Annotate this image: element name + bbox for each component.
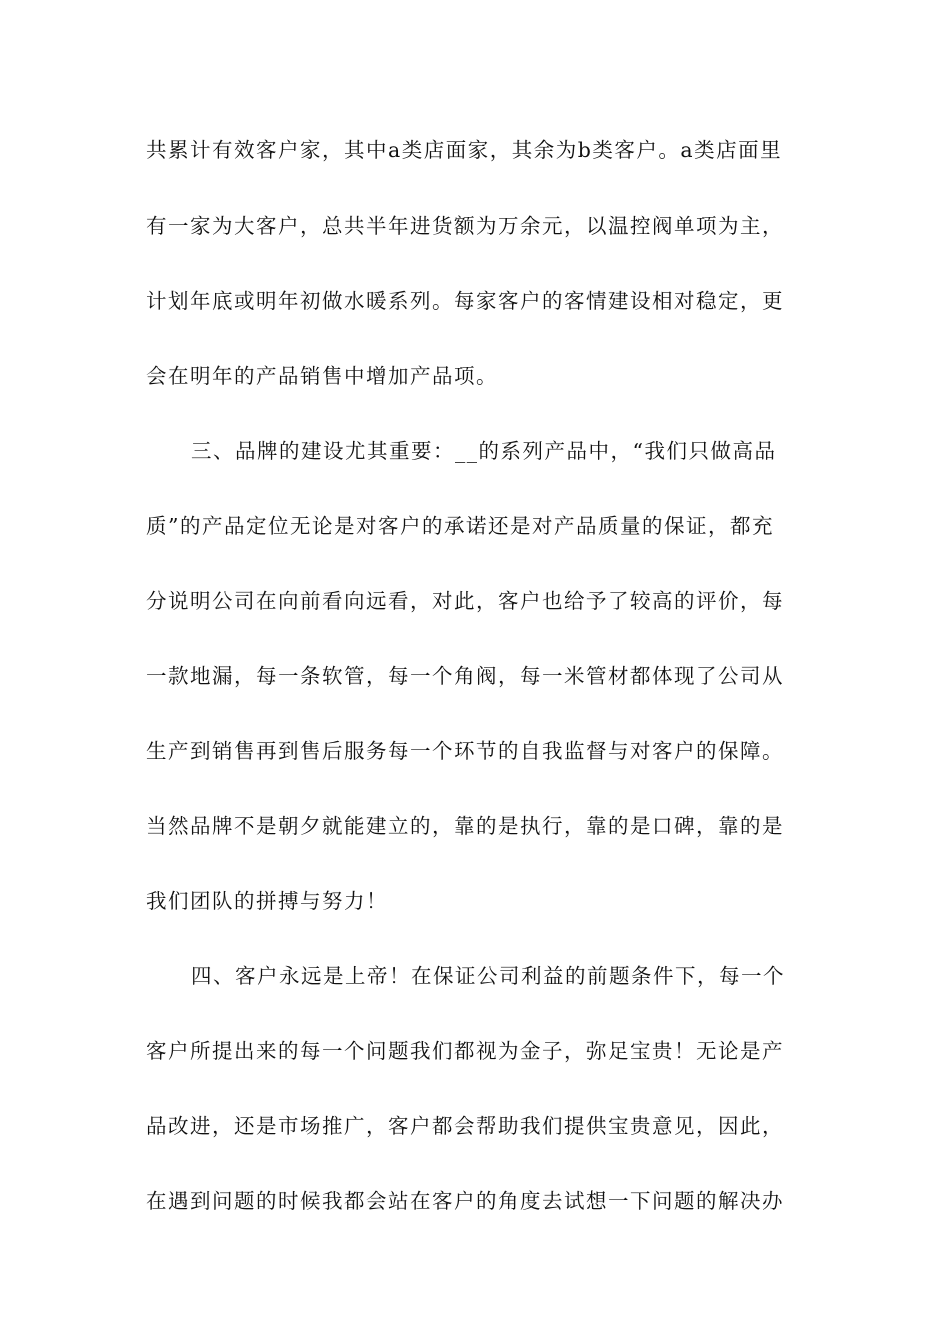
- text-line: 分说明公司在向前看向远看，对此，客户也给予了较高的评价，每: [146, 589, 784, 613]
- text-line: 会在明年的产品销售中增加产品项。: [146, 364, 498, 388]
- text-line: 一款地漏，每一条软管，每一个角阀，每一米管材都体现了公司从: [146, 664, 784, 688]
- text-line: 有一家为大客户，总共半年进货额为万余元，以温控阀单项为主，: [146, 214, 784, 238]
- text-line: 共累计有效客户家，其中a类店面家，其余为b类客户。a类店面里: [146, 138, 783, 162]
- text-line: 生产到销售再到售后服务每一个环节的自我监督与对客户的保障。: [146, 739, 784, 763]
- text-line: 计划年底或明年初做水暖系列。每家客户的客情建设相对稳定，更: [146, 289, 784, 313]
- text-line: 客户所提出来的每一个问题我们都视为金子，弥足宝贵！无论是产: [146, 1039, 784, 1063]
- text-line: 品改进，还是市场推广，客户都会帮助我们提供宝贵意见，因此，: [146, 1114, 784, 1138]
- text-line: 质”的产品定位无论是对客户的承诺还是对产品质量的保证，都充: [146, 514, 774, 538]
- paragraph-start-line: 三、品牌的建设尤其重要：__的系列产品中，“我们只做高品: [191, 439, 777, 463]
- paragraph-start-line: 四、客户永远是上帝！在保证公司利益的前题条件下，每一个: [191, 964, 785, 988]
- text-line: 在遇到问题的时候我都会站在客户的角度去试想一下问题的解决办: [146, 1189, 784, 1213]
- text-line: 我们团队的拼搏与努力！: [146, 889, 388, 913]
- text-line: 当然品牌不是朝夕就能建立的，靠的是执行，靠的是口碑，靠的是: [146, 814, 784, 838]
